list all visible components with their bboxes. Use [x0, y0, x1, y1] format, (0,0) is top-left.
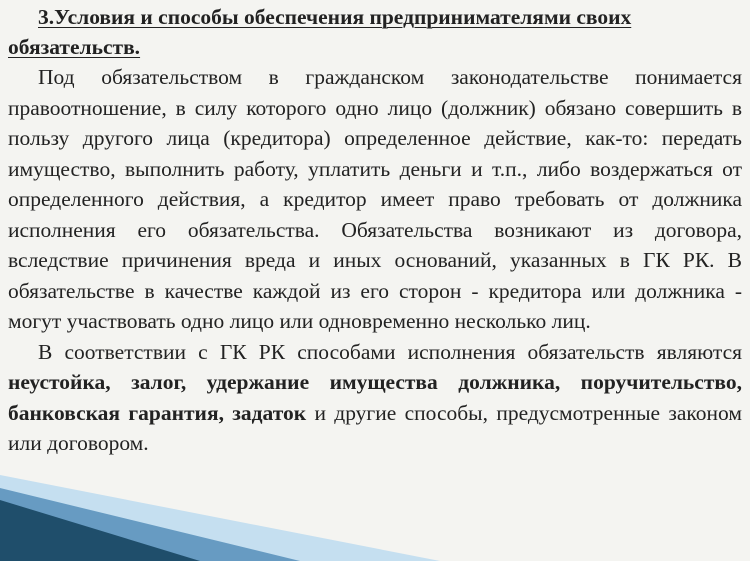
paragraph-methods-intro: В соответствии с ГК РК способами исполнения обязательств являются: [38, 339, 742, 364]
paragraph-methods-list: неустойка, залог, удержание имущества должника, поручительство, банковская гарантия, задаток: [8, 370, 742, 425]
slide-title: 3.Условия и способы обеспечения предпринимателями своих обязательств.: [8, 5, 632, 59]
content-text: [8, 2, 742, 459]
paragraph-definition: Под обязательством в гражданском законодательстве понимается правоотношение, в силу которого одно лицо (должник) обязано совершить в пользу другого лица (кредитора) определенное действие, как-то: передать имущество, выполнить работу, уплатить деньги и т.п., либо воздержаться от определенного действия, а кредитор имеет право требовать от должника исполнения его обязательства. Обязательства возникают из договора, вследствие причинения вреда и иных оснований, указанных в ГК РК. В обязательстве в качестве каждой из его сторон - кредитора или должника - могут участвовать одно лицо или одновременно несколько лиц.: [8, 65, 742, 333]
paragraph-methods-outro: и другие способы, предусмотренные законом или договором.: [8, 400, 742, 455]
paragraph-methods: [8, 337, 742, 459]
